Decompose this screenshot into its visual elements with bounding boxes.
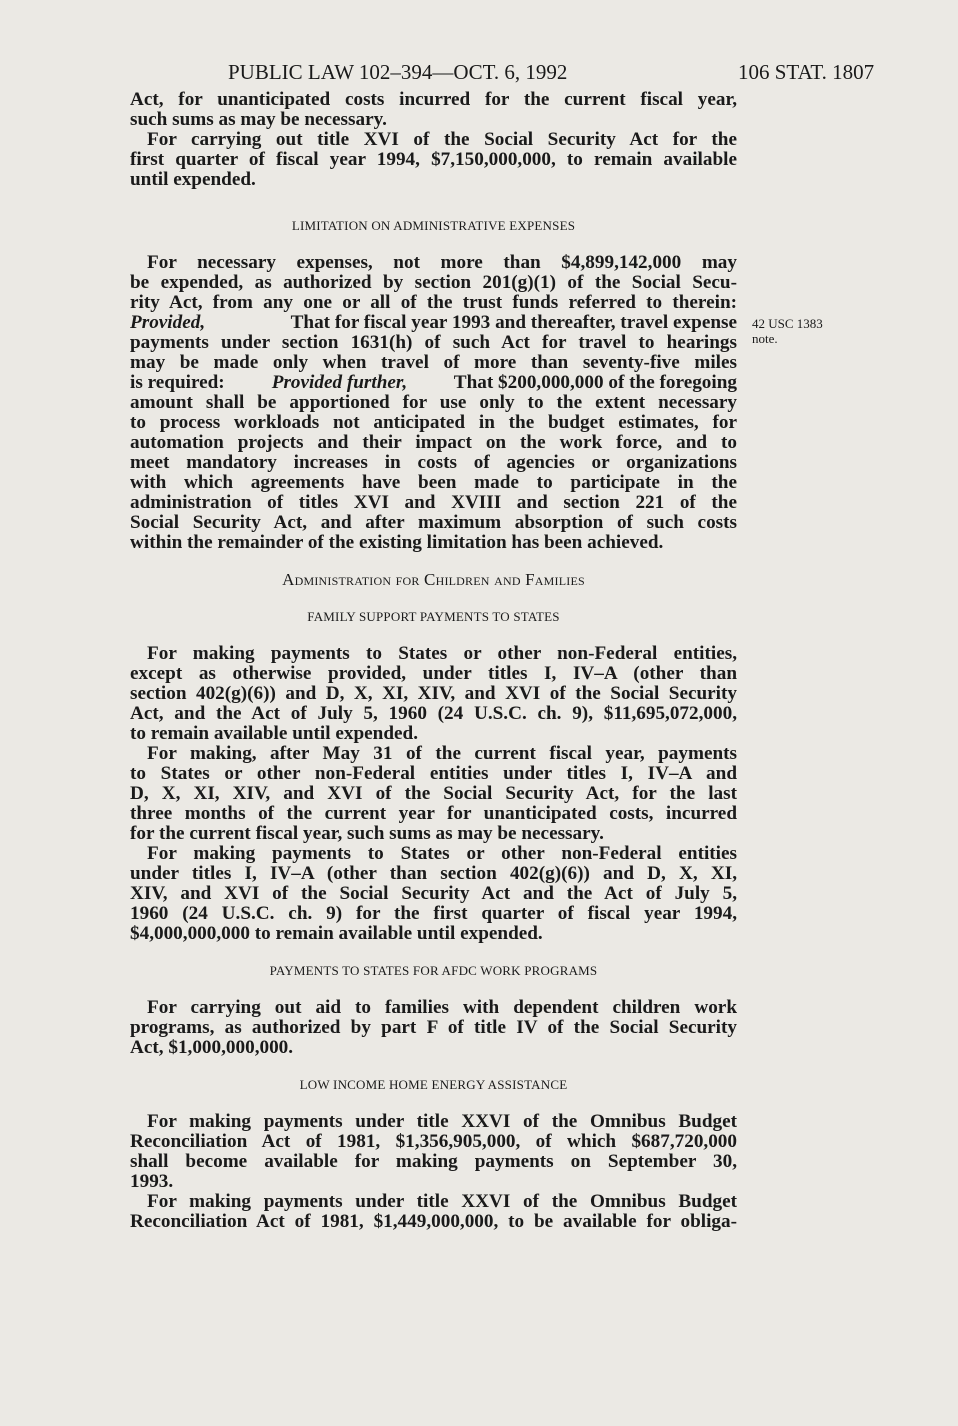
text-line: Social Security Act, and after maximum absorption of such costs <box>130 512 737 533</box>
text-line: For necessary expenses, not more than $4,899,142,000 may <box>147 252 737 273</box>
section-heading: Administration for Children and Families <box>282 570 585 589</box>
paragraph <box>130 1192 737 1232</box>
text-line: Act, and the Act of July 5, 1960 (24 U.S.C. ch. 9), $11,695,072,000, <box>130 703 737 724</box>
text-line: For making, after May 31 of the current fiscal year, payments <box>147 743 737 764</box>
text-line <box>130 373 737 393</box>
text-line: section 402(g)(6)) and D, X, XI, XIV, and XVI of the Social Security <box>130 683 737 704</box>
section-heading: FAMILY SUPPORT PAYMENTS TO STATES <box>307 609 560 624</box>
text-line: For carrying out title XVI of the Social Security Act for the <box>147 129 737 150</box>
text-line: within the remainder of the existing limitation has been achieved. <box>130 532 664 553</box>
paragraph <box>130 998 737 1058</box>
text-line: to process workloads not anticipated in the budget estimates, for <box>130 412 737 433</box>
text-line: Act, $1,000,000,000. <box>130 1037 294 1058</box>
text-line <box>130 313 737 333</box>
text-line: $4,000,000,000 to remain available until expended. <box>130 923 543 944</box>
margin-note-citation: 42 USC 1383 <box>752 316 823 331</box>
text-line: rity Act, from any one or all of the trust funds referred to therein: <box>130 292 737 313</box>
text-line: shall become available for making payments on September 30, <box>130 1151 737 1172</box>
text-line: such sums as may be necessary. <box>130 109 387 130</box>
text-line: For carrying out aid to families with dependent children work <box>147 997 737 1018</box>
text-line: Reconciliation Act of 1981, $1,356,905,000, of which $687,720,000 <box>130 1131 737 1152</box>
text-line: payments under section 1631(h) of such Act for travel to hearings <box>130 332 737 353</box>
paragraph <box>130 1112 737 1192</box>
text-line: to States or other non-Federal entities under titles I, IV–A and <box>130 763 737 784</box>
text-line: 1993. <box>130 1171 174 1192</box>
text-line: meet mandatory increases in costs of agencies or organizations <box>130 452 737 473</box>
text-line: amount shall be apportioned for use only to the extent necessary <box>130 392 737 413</box>
running-header-page-number: 106 STAT. 1807 <box>738 60 875 84</box>
paragraph <box>130 253 737 553</box>
text-line: except as otherwise provided, under titles I, IV–A (other than <box>130 663 737 684</box>
text-line: 1960 (24 U.S.C. ch. 9) for the first quarter of fiscal year 1994, <box>130 903 737 924</box>
margin-note <box>752 316 823 346</box>
italic-text: Provided, <box>130 312 206 333</box>
text-line: automation projects and their impact on the work force, and to <box>130 432 737 453</box>
paragraph <box>130 130 737 190</box>
margin-note-suffix: note. <box>752 331 778 346</box>
text-line: programs, as authorized by part F of title IV of the Social Security <box>130 1017 737 1038</box>
text-line: administration of titles XVI and XVIII and section 221 of the <box>130 492 737 513</box>
text-line: until expended. <box>130 169 256 190</box>
text-line: under titles I, IV–A (other than section 402(g)(6)) and D, X, XI, <box>130 863 737 884</box>
text-line: For making payments under title XXVI of the Omnibus Budget <box>147 1111 737 1132</box>
section-heading: PAYMENTS TO STATES FOR AFDC WORK PROGRAMS <box>269 963 598 978</box>
text-segment: That for fiscal year 1993 and thereafter, travel expense <box>286 312 737 333</box>
paragraph <box>130 644 737 744</box>
section-heading: LOW INCOME HOME ENERGY ASSISTANCE <box>299 1077 568 1092</box>
text-line: XIV, and XVI of the Social Security Act and the Act of July 5, <box>130 883 737 904</box>
text-line: first quarter of fiscal year 1994, $7,150,000,000, to remain available <box>130 149 737 170</box>
paragraph <box>130 844 737 944</box>
text-line: for the current fiscal year, such sums as may be necessary. <box>130 823 604 844</box>
text-segment: That $200,000,000 of the foregoing <box>449 372 737 393</box>
text-line: For making payments under title XXVI of the Omnibus Budget <box>147 1191 737 1212</box>
text-line: Reconciliation Act of 1981, $1,449,000,000, to be available for obliga- <box>130 1211 737 1232</box>
text-line: D, X, XI, XIV, and XVI of the Social Security Act, for the last <box>130 783 737 804</box>
running-header-title: PUBLIC LAW 102–394—OCT. 6, 1992 <box>228 60 568 84</box>
text-line: with which agreements have been made to participate in the <box>130 472 737 493</box>
paragraph <box>130 90 737 130</box>
italic-text: Provided further, <box>271 372 408 393</box>
section-heading: LIMITATION ON ADMINISTRATIVE EXPENSES <box>291 218 576 233</box>
text-line: may be made only when travel of more than seventy-five miles <box>130 352 737 373</box>
text-line: For making payments to States or other non-Federal entities, <box>147 643 737 664</box>
paragraph <box>130 744 737 844</box>
text-line: For making payments to States or other non-Federal entities <box>147 843 737 864</box>
text-line: Act, for unanticipated costs incurred for the current fiscal year, <box>130 89 737 110</box>
text-segment: is required: <box>130 372 230 393</box>
text-line: to remain available until expended. <box>130 723 419 744</box>
text-line: three months of the current year for unanticipated costs, incurred <box>130 803 737 824</box>
text-line: be expended, as authorized by section 201(g)(1) of the Social Secu- <box>130 272 737 293</box>
document-body <box>130 90 737 1232</box>
